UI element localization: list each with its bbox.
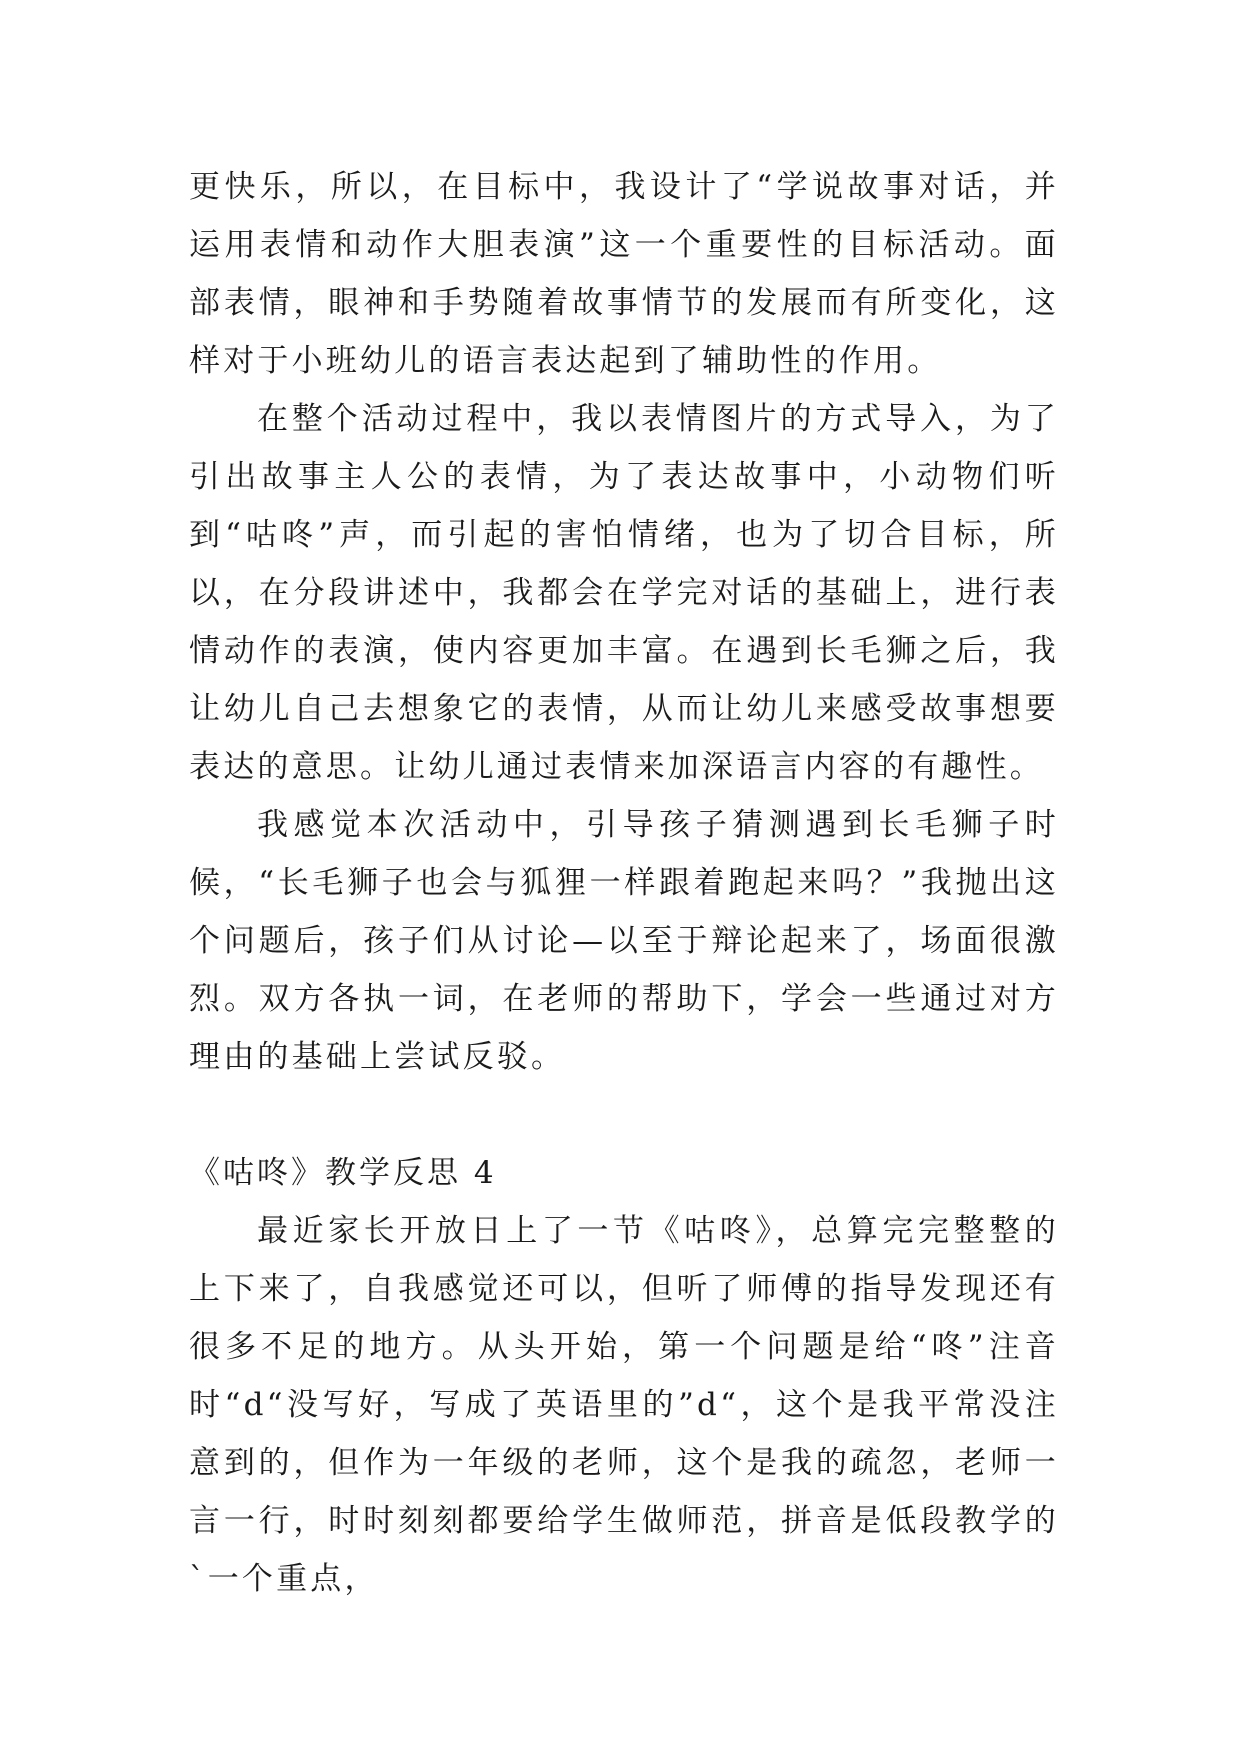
paragraph-activity-process: 在整个活动过程中，我以表情图片的方式导入，为了引出故事主人公的表情，为了表达故事中，小动物们听到“咕咚”声，而引起的害怕情绪，也为了切合目标，所以，在分段讲述中，我都会在学完对话的基础上，进行表情动作的表演，使内容更加丰富。在遇到长毛狮之后，我让幼儿自己去想象它的表情，从而让幼儿来感受故事想要表达的意思。让幼儿通过表情来加深语言内容的有趣性。 <box>189 401 1059 785</box>
paragraph-reflection-4: 最近家长开放日上了一节《咕咚》，总算完完整整的上下来了，自我感觉还可以，但听了师傅的指导发现还有很多不足的地方。从头开始，第一个问题是给“咚”注音时“d“没写好，写成了英语里的”d“，这个是我平常没注意到的，但作为一年级的老师，这个是我的疏忽，老师一言一行，时时刻刻都要给学生做师范，拼音是低段教学的`一个重点， <box>189 1213 1059 1597</box>
section-heading: 《咕咚》教学反思 4 <box>189 1155 497 1191</box>
paragraph-continuation: 更快乐，所以，在目标中，我设计了“学说故事对话，并运用表情和动作大胆表演”这一个重要性的目标活动。面部表情，眼神和手势随着故事情节的发展而有所变化，这样对于小班幼儿的语言表达起到了辅助性的作用。 <box>189 169 1059 379</box>
paragraph-activity-feeling: 我感觉本次活动中，引导孩子猜测遇到长毛狮子时候，“长毛狮子也会与狐狸一样跟着跑起来吗？”我抛出这个问题后，孩子们从讨论—以至于辩论起来了，场面很激烈。双方各执一词，在老师的帮助下，学会一些通过对方理由的基础上尝试反驳。 <box>189 807 1059 1075</box>
